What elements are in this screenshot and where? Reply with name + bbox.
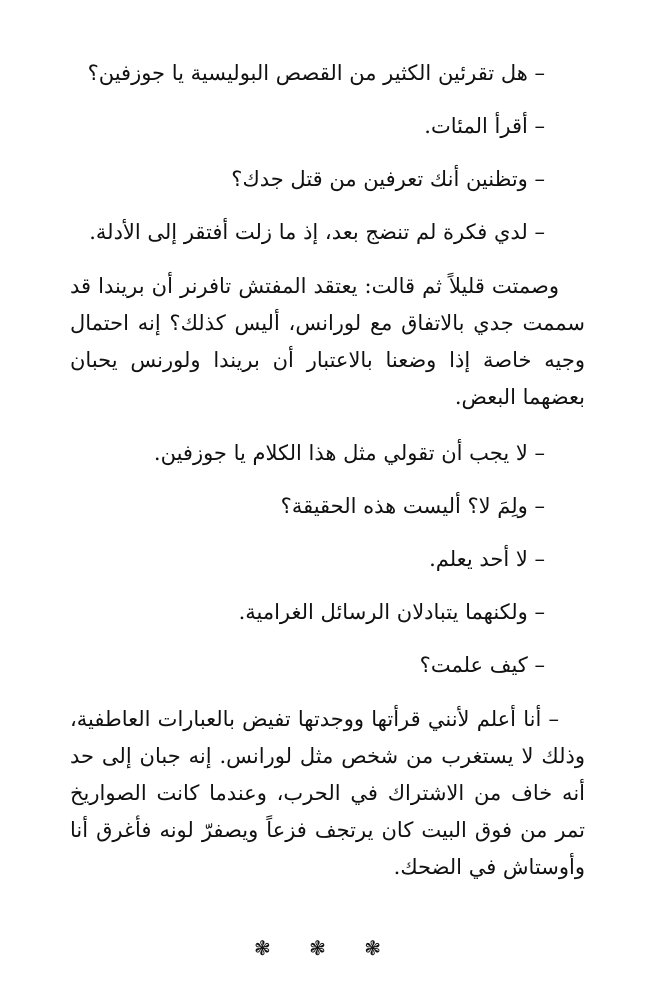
dialogue-paragraph-text: – أنا أعلم لأنني قرأتها ووجدتها تفيض بالعبارات العاطفية، وذلك لا يستغرب من شخص مثل لورانس. إنه جبان إلى حد أنه خاف من الاشتراك في الحرب، وعندما كانت الصواريخ تمر من فوق البيت كان يرتجف فزعاً ويصفرّ لونه فأغرق أنا وأوستاش في الضحك. [70, 707, 585, 879]
dialogue-line: – ولكنهما يتبادلان الرسائل الغرامية. [238, 600, 545, 624]
dialogue-line: – وتظنين أنك تعرفين من قتل جدك؟ [231, 167, 545, 191]
dialogue-line: – كيف علمت؟ [419, 653, 545, 677]
dialogue-line: – لا يجب أن تقولي مثل هذا الكلام يا جوزفين. [153, 441, 545, 465]
dialogue-paragraph [70, 701, 585, 886]
dialogue-line: – هل تقرئين الكثير من القصص البوليسية يا جوزفين؟ [87, 61, 545, 85]
narration-paragraph [70, 268, 585, 416]
narration-text: وصمتت قليلاً ثم قالت: يعتقد المفتش تافرنر أن بريندا قد سممت جدي بالاتفاق مع لورانس، أليس كذلك؟ إنه احتمال وجيه خاصة إذا وضعنا بالاعتبار أن بريندا ولورنس يحبان بعضهما البعض. [70, 274, 585, 409]
section-separator: ❃ ❃ ❃ [254, 936, 397, 960]
dialogue-line: – أقرأ المئات. [424, 114, 545, 138]
dialogue-line: – ولِمَ لا؟ أليست هذه الحقيقة؟ [280, 494, 545, 518]
dialogue-line: – لدي فكرة لم تنضج بعد، إذ ما زلت أفتقر إلى الأدلة. [89, 220, 545, 244]
dialogue-line: – لا أحد يعلم. [429, 547, 545, 571]
page-content [70, 56, 585, 906]
